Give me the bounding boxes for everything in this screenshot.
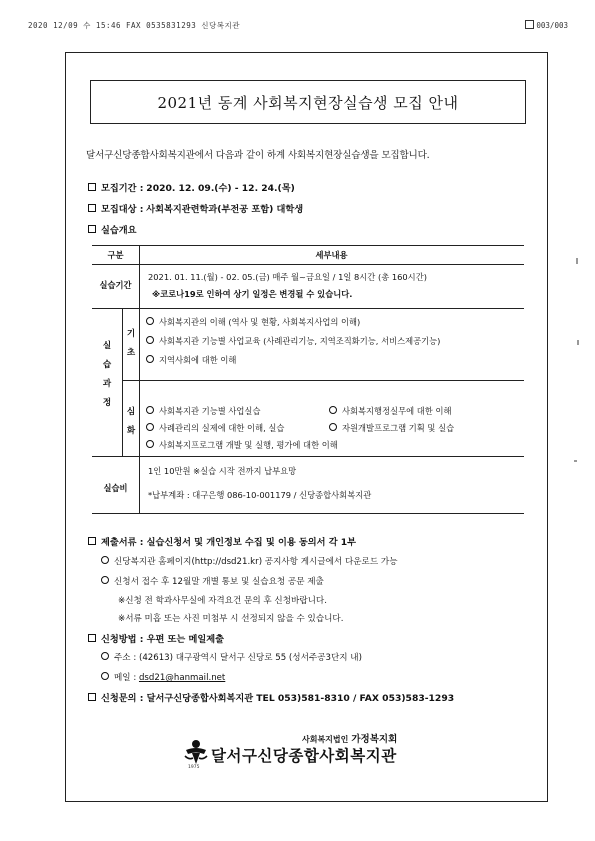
documents-note: ※서류 미흡 또는 사진 미첨부 시 선정되지 않을 수 있습니다. [118, 614, 344, 624]
method-address [101, 651, 362, 663]
circle-bullet-icon [146, 440, 154, 448]
process-label-char: 습 [102, 360, 112, 370]
basic-item-text: 사회복지관의 이해 (역사 및 현황, 사회복지사업의 이해) [159, 317, 361, 327]
document-title: 2021년 동계 사회복지현장실습생 모집 안내 [90, 80, 526, 124]
fax-page-count [525, 20, 568, 30]
overview-heading [88, 222, 137, 236]
scan-speck [576, 258, 578, 264]
footer-org [302, 731, 397, 745]
circle-bullet-icon [146, 355, 154, 363]
basic-item-text: 사회복지관 기능별 사업교육 (사례관리기능, 지역조직화기능, 서비스제공기능) [159, 336, 441, 346]
basic-label-char: 기 [126, 329, 136, 339]
circle-bullet-icon [329, 423, 337, 431]
overview-table [92, 245, 524, 514]
fax-page-count-text: 003/003 [536, 21, 568, 30]
inquiry [88, 690, 454, 704]
circle-bullet-icon [101, 556, 109, 564]
recruit-target-value: 사회복지관련학과(부전공 포함) 대학생 [146, 204, 304, 215]
square-bullet-icon [88, 225, 96, 233]
fee-row-line2: *납부계좌 : 대구은행 086-10-001179 / 신당종합사회복지관 [148, 490, 372, 500]
advanced-item-text: 사회복지행정실무에 대한 이해 [342, 406, 452, 416]
recruit-target-label: 모집대상 : [101, 204, 144, 215]
process-label-char: 정 [102, 398, 112, 408]
scan-speck [574, 460, 577, 462]
recruit-target [88, 201, 303, 215]
intro-text: 달서구신당종합사회복지관에서 다음과 같이 하계 사회복지현장실습생을 모집합니다. [86, 150, 430, 161]
square-bullet-icon [88, 204, 96, 212]
email-label: 메일 : [114, 673, 137, 683]
documents-heading [88, 534, 356, 548]
documents-line-text: 신당복지관 홈페이지(http://dsd21.kr) 공지사항 게시글에서 다운로드 가능 [114, 557, 398, 567]
basic-item [146, 354, 236, 366]
circle-bullet-icon [146, 317, 154, 325]
documents-heading-text: 제출서류 : 실습신청서 및 개인정보 수집 및 이용 동의서 각 1부 [101, 537, 357, 548]
advanced-item-text: 자원개발프로그램 기획 및 실습 [342, 423, 455, 433]
overview-label: 실습개요 [101, 225, 137, 236]
logo-year: 1975 [188, 765, 200, 770]
advanced-item-text: 사회복지관 기능별 사업실습 [159, 406, 261, 416]
header-category: 구분 [107, 250, 124, 260]
documents-line-text: 신청서 접수 후 12월말 개별 통보 및 실습요청 공문 제출 [114, 577, 324, 587]
footer-org-small: 사회복지법인 [302, 735, 349, 744]
method-heading-text: 신청방법 : 우편 또는 메일제출 [101, 634, 224, 645]
circle-bullet-icon [146, 336, 154, 344]
basic-item [146, 335, 440, 347]
advanced-item [329, 422, 454, 434]
advanced-item-text: 사례관리의 실제에 대한 이해, 실습 [159, 423, 285, 433]
fax-icon [525, 20, 534, 29]
basic-item-text: 지역사회에 대한 이해 [159, 355, 237, 365]
method-address-text: 주소 : (42613) 대구광역시 달서구 신당로 55 (성서주공3단지 내) [114, 653, 362, 663]
square-bullet-icon [88, 634, 96, 642]
method-email [101, 671, 225, 683]
fee-row-line1: 1인 10만원 ※실습 시작 전까지 납부요망 [148, 466, 297, 476]
circle-bullet-icon [101, 672, 109, 680]
fax-header-info: 2020 12/09 수 15:46 FAX 0535831293 신당복지관 [28, 21, 240, 30]
process-label-char: 실 [102, 341, 112, 351]
documents-line [101, 575, 324, 587]
circle-bullet-icon [146, 423, 154, 431]
organization-logo-icon [183, 738, 209, 766]
inquiry-text: 신청문의 : 달서구신당종합사회복지관 TEL 053)581-8310 / FAX 053)583-1293 [101, 693, 455, 704]
period-row-line1: 2021. 01. 11.(월) - 02. 05.(금) 매주 월~금요일 / 1일 8시간 (총 160시간) [148, 272, 427, 282]
advanced-label-char: 심 [126, 407, 136, 417]
advanced-item [329, 405, 451, 417]
recruit-period [88, 180, 295, 194]
advanced-item-text: 사회복지프로그램 개발 및 실행, 평가에 대한 이해 [159, 440, 338, 450]
period-row-line2: ※코로나19로 인하여 상기 일정은 변경될 수 있습니다. [152, 289, 353, 299]
circle-bullet-icon [101, 576, 109, 584]
process-label-char: 과 [102, 379, 112, 389]
footer-center-name: 달서구신당종합사회복지관 [211, 747, 397, 765]
basic-label-char: 초 [126, 348, 136, 358]
fax-header [28, 20, 568, 32]
advanced-item [146, 439, 338, 451]
square-bullet-icon [88, 537, 96, 545]
circle-bullet-icon [329, 406, 337, 414]
footer-org-name: 가정복지회 [351, 734, 398, 745]
circle-bullet-icon [146, 406, 154, 414]
documents-line [101, 555, 398, 567]
email-link[interactable]: dsd21@hanmail.net [138, 673, 226, 683]
square-bullet-icon [88, 183, 96, 191]
documents-note: ※신청 전 학과사무실에 자격요건 문의 후 신청바랍니다. [118, 596, 327, 606]
basic-item [146, 316, 360, 328]
scan-speck [577, 340, 579, 345]
advanced-label-char: 화 [126, 426, 136, 436]
header-detail: 세부내용 [315, 250, 348, 260]
square-bullet-icon [88, 693, 96, 701]
circle-bullet-icon [101, 652, 109, 660]
advanced-item [146, 405, 260, 417]
period-row-label: 실습기간 [99, 280, 132, 290]
recruit-period-label: 모집기간 : [101, 183, 144, 194]
advanced-item [146, 422, 284, 434]
method-heading [88, 631, 224, 645]
fee-row-label: 실습비 [103, 483, 128, 493]
recruit-period-value: 2020. 12. 09.(수) - 12. 24.(목) [146, 183, 295, 194]
